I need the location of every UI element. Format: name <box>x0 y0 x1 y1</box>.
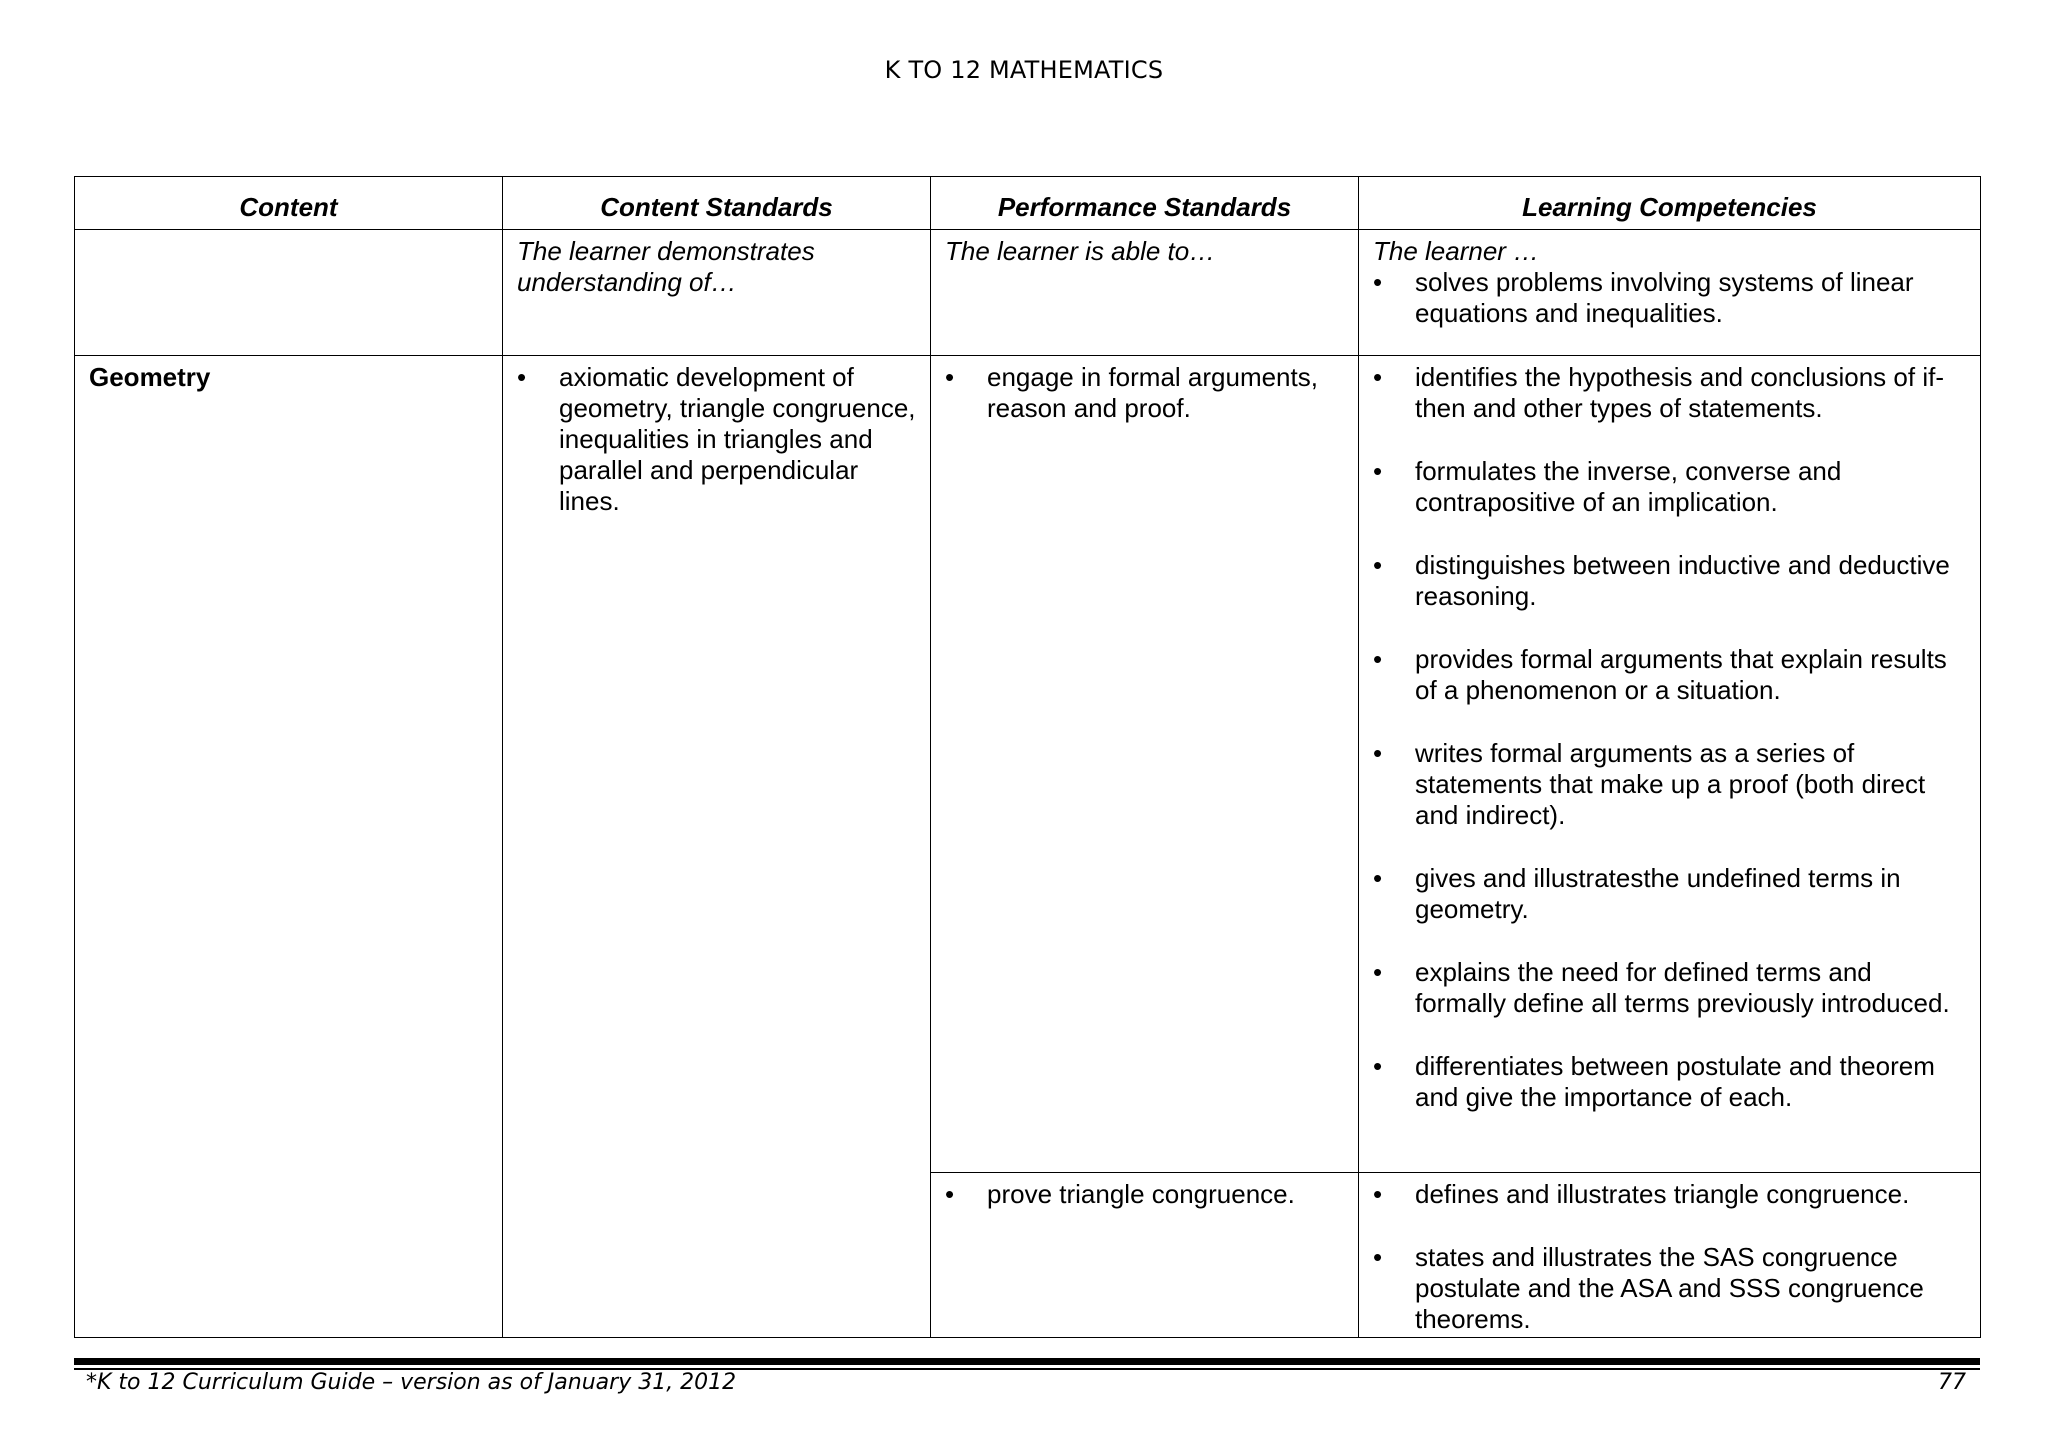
list-item: • defines and illustrates triangle congruence. <box>1373 1179 1966 1210</box>
footer-rule-thick <box>74 1358 1980 1365</box>
list-item: • provides formal arguments that explain results of a phenomenon or a situation. <box>1373 644 1966 706</box>
intro-content-standards-text: The learner demonstrates understanding of… <box>517 236 815 297</box>
intro-content-cell <box>75 230 503 356</box>
column-header-content: Content <box>75 177 503 230</box>
content-standards-list <box>517 362 916 517</box>
performance-standards-cell-2 <box>931 1173 1359 1338</box>
list-item: • differentiates between postulate and theorem and give the importance of each. <box>1373 1051 1966 1113</box>
learning-competencies-list-1 <box>1373 362 1966 1113</box>
performance-standards-cell-1 <box>931 356 1359 1173</box>
list-item: • engage in formal arguments, reason and proof. <box>945 362 1344 424</box>
list-item: • gives and illustratesthe undefined terms in geometry. <box>1373 863 1966 925</box>
column-header-learning-competencies: Learning Competencies <box>1359 177 1981 230</box>
list-item: • explains the need for defined terms and formally define all terms previously introduced. <box>1373 957 1966 1019</box>
table-header-row <box>75 177 1981 230</box>
geometry-content-standards-cell <box>503 356 931 1338</box>
list-item: • writes formal arguments as a series of statements that make up a proof (both direct and indirect). <box>1373 738 1966 831</box>
intro-competencies-list <box>1373 267 1966 329</box>
learning-competencies-cell-2 <box>1359 1173 1981 1338</box>
learning-competencies-cell-1 <box>1359 356 1981 1173</box>
column-header-content-standards: Content Standards <box>503 177 931 230</box>
performance-standards-list-2 <box>945 1179 1344 1210</box>
list-item: • distinguishes between inductive and deductive reasoning. <box>1373 550 1966 612</box>
intro-content-standards-cell <box>503 230 931 356</box>
performance-standards-list-1 <box>945 362 1344 424</box>
list-item: • axiomatic development of geometry, triangle congruence, inequalities in triangles and parallel and perpendicular lines. <box>517 362 916 517</box>
intro-learning-competencies-cell <box>1359 230 1981 356</box>
column-header-performance-standards: Performance Standards <box>931 177 1359 230</box>
table-row-geometry-1 <box>75 356 1981 1173</box>
intro-performance-standards-cell <box>931 230 1359 356</box>
list-item: • prove triangle congruence. <box>945 1179 1344 1210</box>
list-item: • solves problems involving systems of linear equations and inequalities. <box>1373 267 1966 329</box>
list-item: • states and illustrates the SAS congruence postulate and the ASA and SSS congruence theorems. <box>1373 1242 1966 1335</box>
list-item: • formulates the inverse, converse and contrapositive of an implication. <box>1373 456 1966 518</box>
footer-note: *K to 12 Curriculum Guide – version as of January 31, 2012 <box>86 1370 737 1395</box>
intro-learning-competencies-text: The learner … <box>1373 236 1540 266</box>
curriculum-table <box>74 176 1981 1338</box>
table-row-intro <box>75 230 1981 356</box>
geometry-content-cell <box>75 356 503 1338</box>
page-number: 77 <box>1938 1370 1966 1395</box>
learning-competencies-list-2 <box>1373 1179 1966 1335</box>
content-topic-label: Geometry <box>89 362 211 392</box>
list-item: • identifies the hypothesis and conclusions of if-then and other types of statements. <box>1373 362 1966 424</box>
page-header-title: K TO 12 MATHEMATICS <box>884 56 1164 84</box>
intro-performance-standards-text: The learner is able to… <box>945 236 1216 266</box>
